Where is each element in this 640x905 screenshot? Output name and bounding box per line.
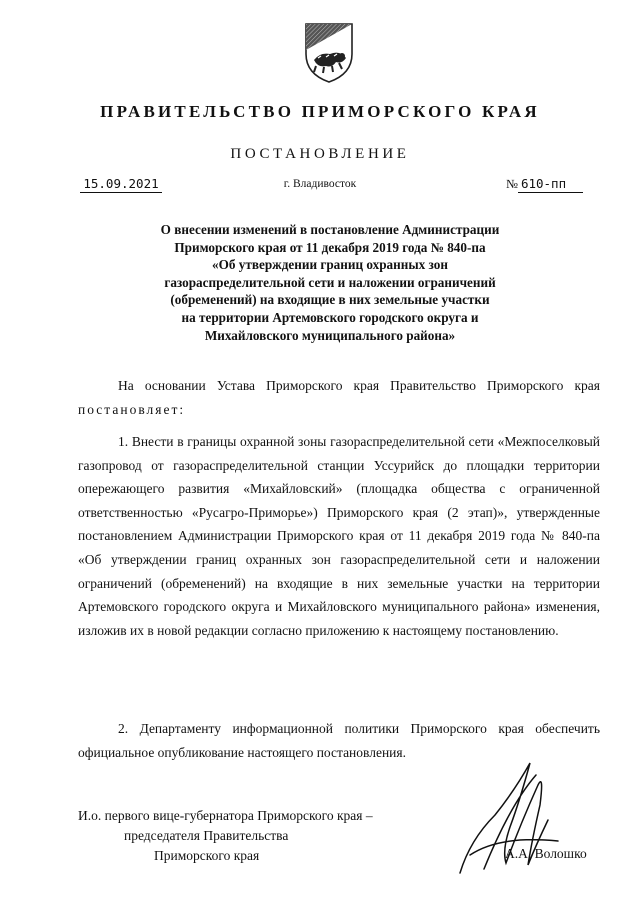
title-line: Михайловского муниципального района» — [204, 327, 456, 343]
title-line: О внесении изменений в постановление Администрации — [160, 222, 500, 237]
basis-text: На основании Устава Приморского края Правительство Приморского края — [118, 378, 600, 393]
signer-name: А.А. Волошко — [505, 846, 587, 861]
signer-position-line: И.о. первого вице-губернатора Приморского края – — [78, 808, 373, 823]
government-name: ПРАВИТЕЛЬСТВО ПРИМОРСКОГО КРАЯ — [100, 102, 540, 121]
number-sign: № — [506, 177, 518, 191]
document-type: ПОСТАНОВЛЕНИЕ — [230, 146, 410, 162]
primorsky-coat-of-arms-icon — [302, 20, 356, 84]
title-line: на территории Артемовского городского округа и — [181, 309, 479, 325]
handwritten-signature — [440, 745, 570, 885]
title-line: (обременений) на входящие в них земельные участки — [170, 292, 490, 308]
signer-position — [78, 806, 373, 866]
title-line: Приморского края от 11 декабря 2019 года № 840-па — [174, 239, 486, 255]
document-title — [130, 221, 530, 344]
title-line: «Об утверждении границ охранных зон — [212, 257, 448, 273]
basis-paragraph — [78, 374, 600, 421]
item-1-paragraph: 1. Внести в границы охранной зоны газораспределительной сети «Межпоселковый газопровод от газораспределительной станции Уссурийск до площадки территории опережающего развития «Михайловский» (площадка общества с ограниченной ответственностью «Русагро-Приморье») Приморского края (2 этап)», утвержденные постановлением Администрации Приморского края от 11 декабря 2019 года № 840-па «Об утверждении границ охранных зон газораспределительной сети и наложении ограничений (обременений) на входящие в них земельные участки на территории Артемовского городского округа и Михайловского муниципального района» изменения, изложив их в новой редакции согласно приложению к настоящему постановлению. — [78, 434, 600, 638]
signer-position-line: председателя Правительства — [124, 828, 289, 843]
signer-position-line: Приморского края — [154, 848, 260, 863]
title-line: газораспределительной сети и наложении ограничений — [164, 274, 496, 290]
document-date: 15.09.2021 — [80, 176, 162, 193]
number-value: 610-пп — [518, 176, 583, 193]
document-number — [506, 176, 583, 193]
document-city: г. Владивосток — [283, 178, 357, 190]
item-2-paragraph: 2. Департаменту информационной политики Приморского края обеспечить официальное опубликование настоящего постановления. — [78, 721, 600, 760]
decree-word: постановляет: — [78, 401, 186, 417]
